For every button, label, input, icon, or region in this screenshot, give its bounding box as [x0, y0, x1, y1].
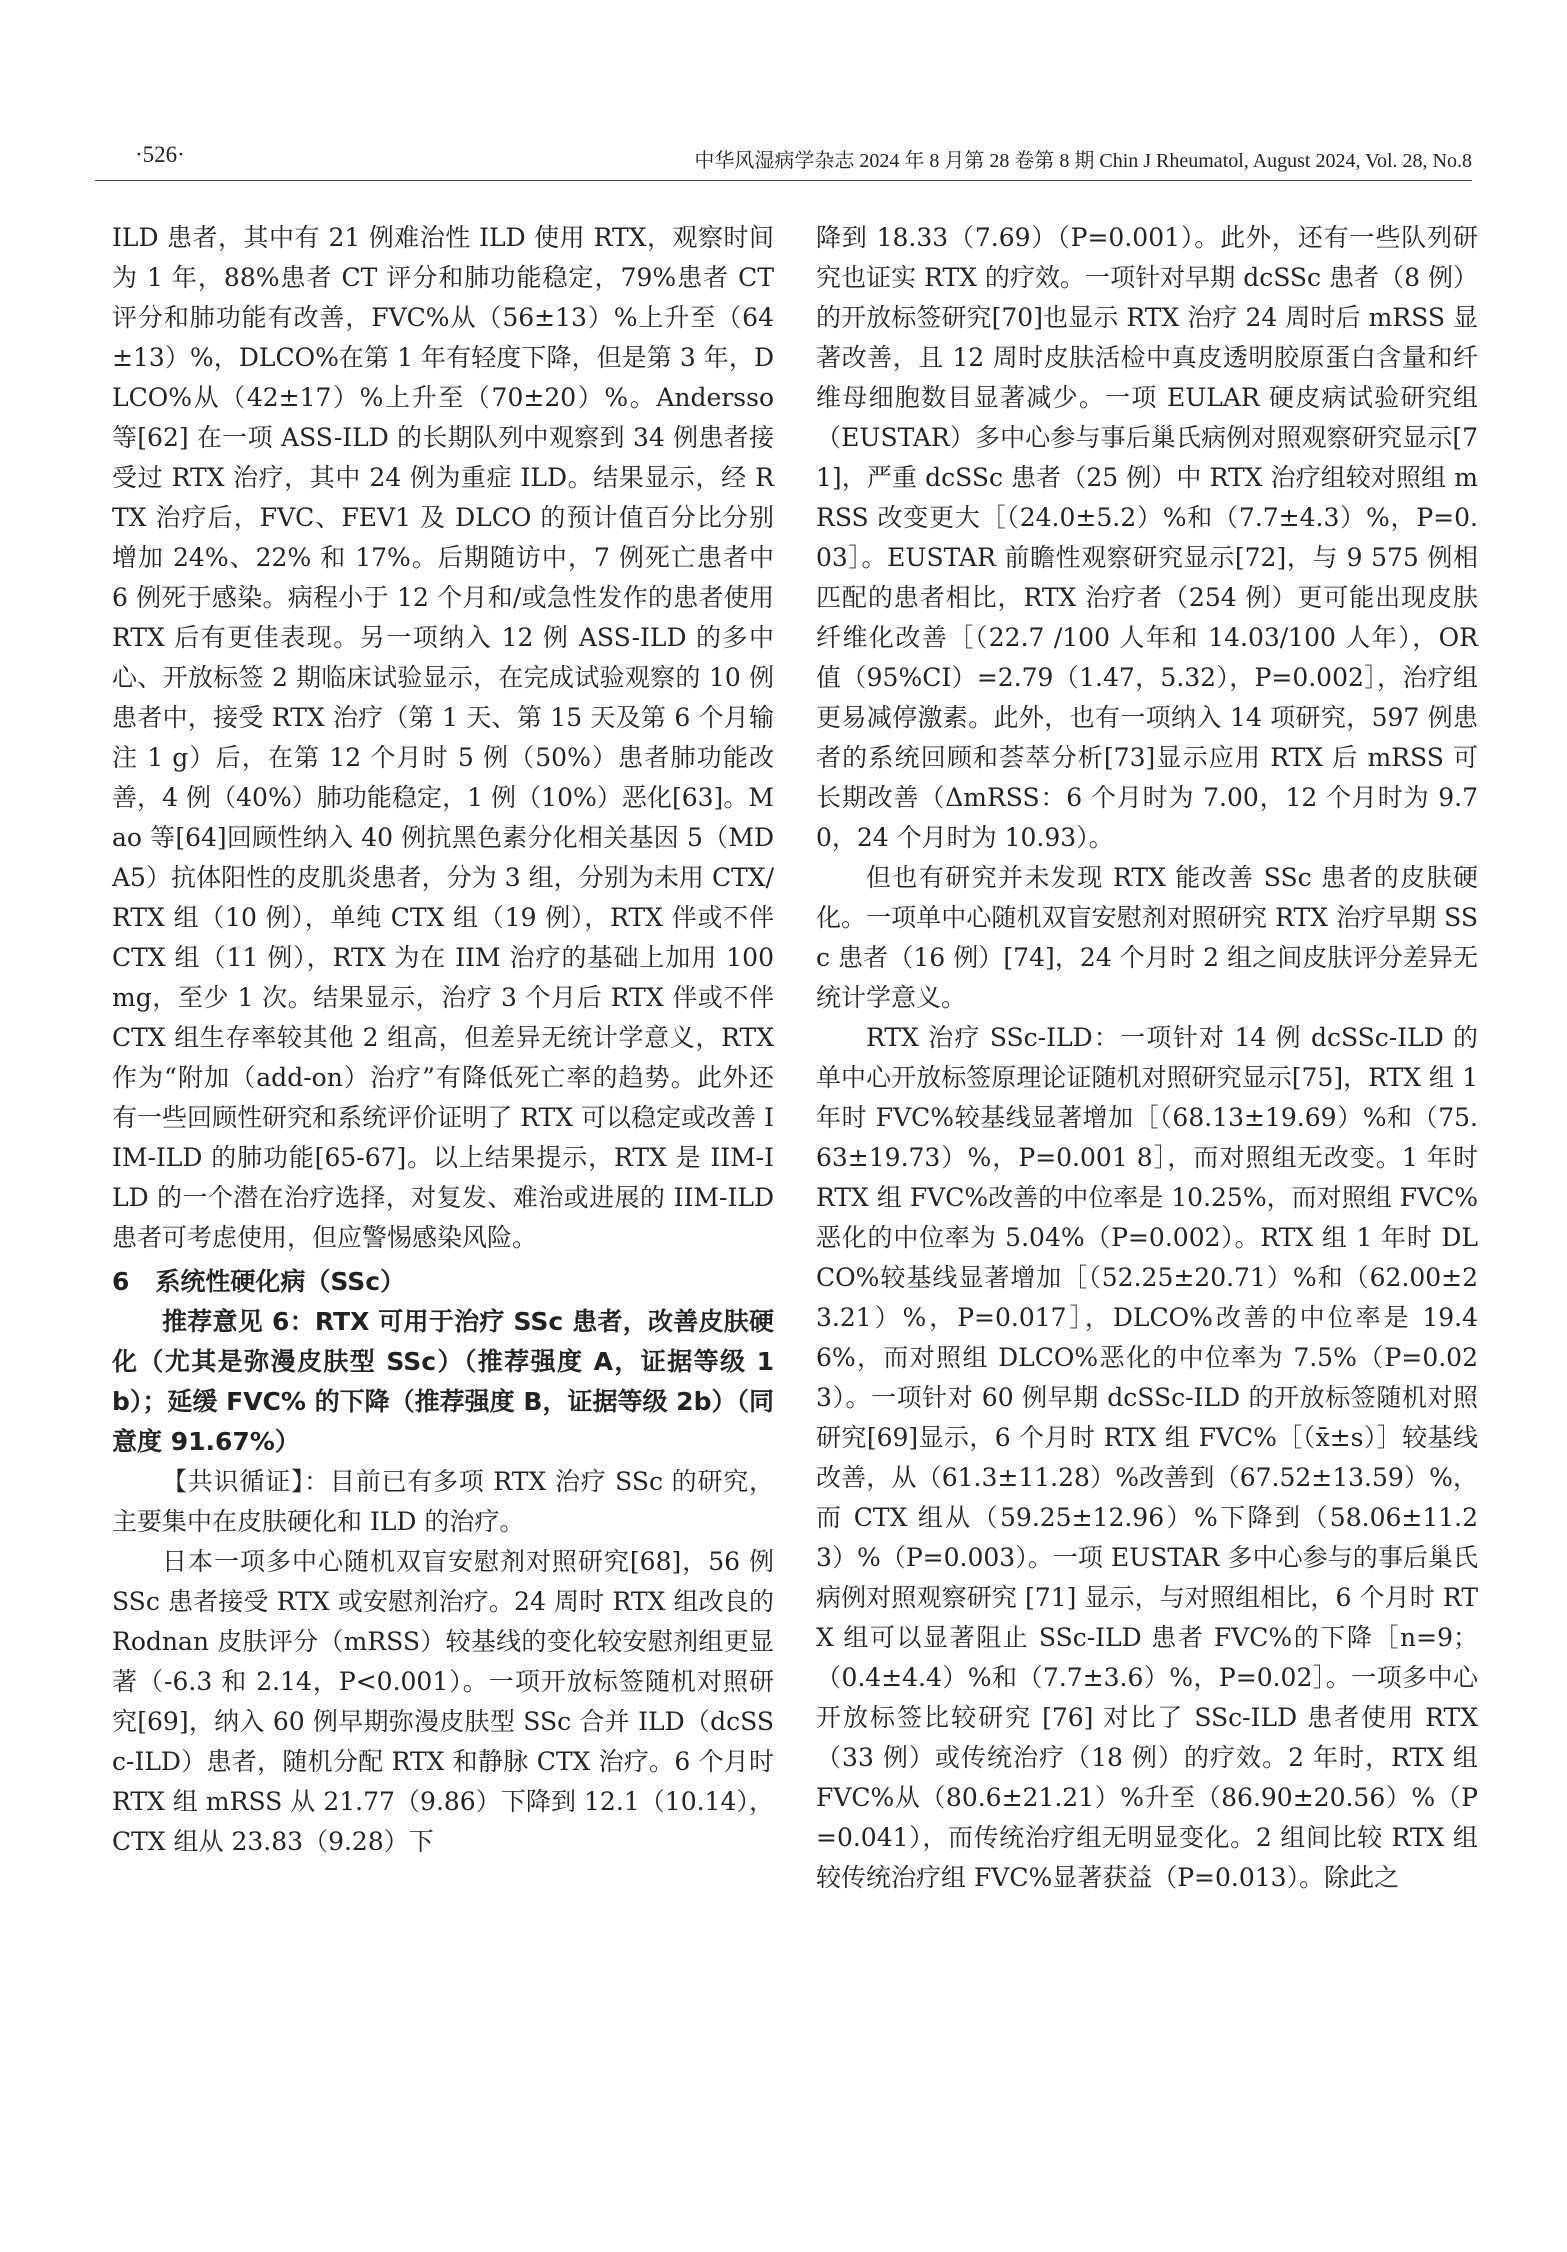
right-column	[816, 218, 1478, 1898]
running-header	[95, 140, 1472, 181]
body-paragraph: 但也有研究并未发现 RTX 能改善 SSc 患者的皮肤硬化。一项单中心随机双盲安慰剂对照研究 RTX 治疗早期 SSc 患者（16 例）[74]，24 个月时 2 组之间皮肤评分差异无统计学意义。	[816, 863, 1478, 1012]
recommendation: 推荐意见 6：RTX 可用于治疗 SSc 患者，改善皮肤硬化（尤其是弥漫皮肤型 SSc）（推荐强度 A，证据等级 1b）；延缓 FVC% 的下降（推荐强度 B，证据等级 2b）（同意度 91.67%）	[112, 1307, 774, 1456]
body-paragraph: RTX 治疗 SSc-ILD：一项针对 14 例 dcSSc-ILD 的单中心开放标签原理论证随机对照研究显示[75]，RTX 组 1 年时 FVC%较基线显著增加［（68.13±19.69）%和（75.63±19.73）%，P=0.001 8］，而对照组无改变。1 年时 RTX 组 FVC%改善的中位率是 10.25%，而对照组 FVC%恶化的中位率为 5.04%（P=0.002）。RTX 组 1 年时 DLCO%较基线显著增加［（52.25±20.71）%和（62.00±23.21）%，P=0.017］，DLCO%改善的中位率是 19.46%，而对照组 DLCO%恶化的中位率为 7.5%（P=0.023）。一项针对 60 例早期 dcSSc-ILD 的开放标签随机对照研究[69]显示，6 个月时 RTX 组 FVC%［（x̄±s）］较基线改善，从（61.3±11.28）%改善到（67.52±13.59）%，而 CTX 组从（59.25±12.96）%下降到（58.06±11.23）%（P=0.003）。一项 EUSTAR 多中心参与的事后巢氏病例对照观察研究 [71] 显示，与对照组相比，6 个月时 RTX 组可以显著阻止 SSc-ILD 患者 FVC%的下降［n=9；（0.4±4.4）%和（7.7±3.6）%，P=0.02］。一项多中心开放标签比较研究 [76] 对比了 SSc-ILD 患者使用 RTX（33 例）或传统治疗（18 例）的疗效。2 年时，RTX 组 FVC%从（80.6±21.21）%升至（86.90±20.56）%（P=0.041），而传统治疗组无明显变化。2 组间比较 RTX 组较传统治疗组 FVC%显著获益（P=0.013）。除此之	[816, 1023, 1478, 1892]
page-number: ·526·	[135, 142, 185, 167]
body-paragraph: 【共识循证】：目前已有多项 RTX 治疗 SSc 的研究，主要集中在皮肤硬化和 ILD 的治疗。	[112, 1467, 774, 1536]
left-column	[112, 218, 774, 1862]
section-number: 6	[112, 1267, 130, 1296]
section-title: 系统性硬化病（SSc）	[155, 1267, 406, 1296]
section-heading	[112, 1262, 774, 1302]
journal-citation: 中华风湿病学杂志 2024 年 8 月第 28 卷第 8 期 Chin J Rheumatol, August 2024, Vol. 28, No.8	[694, 150, 1472, 172]
body-paragraph: 降到 18.33（7.69）（P=0.001）。此外，还有一些队列研究也证实 RTX 的疗效。一项针对早期 dcSSc 患者（8 例）的开放标签研究[70]也显示 RTX 治疗 24 周时后 mRSS 显著改善，且 12 周时皮肤活检中真皮透明胶原蛋白含量和纤维母细胞数目显著减少。一项 EULAR 硬皮病试验研究组（EUSTAR）多中心参与事后巢氏病例对照观察研究显示[71]，严重 dcSSc 患者（25 例）中 RTX 治疗组较对照组 mRSS 改变更大［（24.0±5.2）%和（7.7±4.3）%，P=0.03］。EUSTAR 前瞻性观察研究显示[72]，与 9 575 例相匹配的患者相比，RTX 治疗者（254 例）更可能出现皮肤纤维化改善［（22.7 /100 人年和 14.03/100 人年），OR 值（95%CI）=2.79（1.47，5.32），P=0.002］，治疗组更易减停激素。此外，也有一项纳入 14 项研究，597 例患者的系统回顾和荟萃分析[73]显示应用 RTX 后 mRSS 可长期改善（ΔmRSS：6 个月时为 7.00，12 个月时为 9.70，24 个月时为 10.93）。	[816, 223, 1478, 852]
body-paragraph: 日本一项多中心随机双盲安慰剂对照研究[68]，56 例 SSc 患者接受 RTX 或安慰剂治疗。24 周时 RTX 组改良的 Rodnan 皮肤评分（mRSS）较基线的变化较安慰剂组更显著（-6.3 和 2.14，P<0.001）。一项开放标签随机对照研究[69]，纳入 60 例早期弥漫皮肤型 SSc 合并 ILD（dcSSc-ILD）患者，随机分配 RTX 和静脉 CTX 治疗。6 个月时 RTX 组 mRSS 从 21.77（9.86）下降到 12.1（10.14），CTX 组从 23.83（9.28）下	[112, 1547, 774, 1856]
body-paragraph: ILD 患者，其中有 21 例难治性 ILD 使用 RTX，观察时间为 1 年，88%患者 CT 评分和肺功能稳定，79%患者 CT 评分和肺功能有改善，FVC%从（56±13）%上升至（64±13）%，DLCO%在第 1 年有轻度下降，但是第 3 年，DLCO%从（42±17）%上升至（70±20）%。Andersso 等[62] 在一项 ASS-ILD 的长期队列中观察到 34 例患者接受过 RTX 治疗，其中 24 例为重症 ILD。结果显示，经 RTX 治疗后，FVC、FEV1 及 DLCO 的预计值百分比分别增加 24%、22% 和 17%。后期随访中，7 例死亡患者中 6 例死于感染。病程小于 12 个月和/或急性发作的患者使用 RTX 后有更佳表现。另一项纳入 12 例 ASS-ILD 的多中心、开放标签 2 期临床试验显示，在完成试验观察的 10 例患者中，接受 RTX 治疗（第 1 天、第 15 天及第 6 个月输注 1 g）后，在第 12 个月时 5 例（50%）患者肺功能改善，4 例（40%）肺功能稳定，1 例（10%）恶化[63]。Mao 等[64]回顾性纳入 40 例抗黑色素分化相关基因 5（MDA5）抗体阳性的皮肌炎患者，分为 3 组，分别为未用 CTX/RTX 组（10 例），单纯 CTX 组（19 例），RTX 伴或不伴 CTX 组（11 例），RTX 为在 IIM 治疗的基础上加用 100 mg，至少 1 次。结果显示，治疗 3 个月后 RTX 伴或不伴 CTX 组生存率较其他 2 组高，但差异无统计学意义，RTX 作为“附加（add-on）治疗”有降低死亡率的趋势。此外还有一些回顾性研究和系统评价证明了 RTX 可以稳定或改善 IIM-ILD 的肺功能[65-67]。以上结果提示，RTX 是 IIM-ILD 的一个潜在治疗选择，对复发、难治或进展的 IIM-ILD 患者可考虑使用，但应警惕感染风险。	[112, 223, 774, 1252]
